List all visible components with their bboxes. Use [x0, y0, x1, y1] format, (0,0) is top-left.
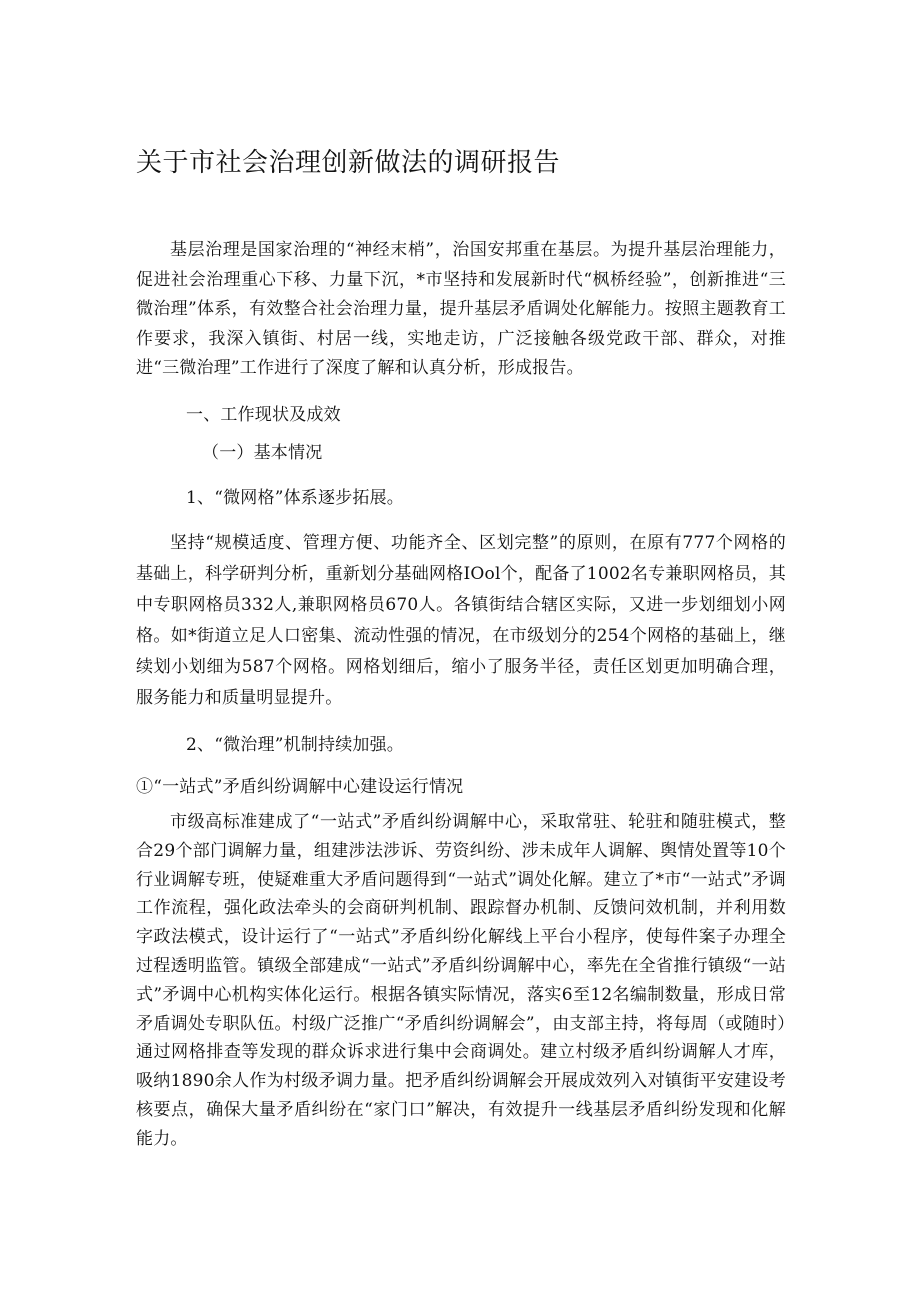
sub-item-heading: ①“一站式”矛盾纠纷调解中心建设运行情况: [136, 777, 464, 797]
item1-paragraph: 坚持“规模适度、管理方便、功能齐全、区划完整”的原则，在原有777个网格的基础上，科学研判分析，重新划分基础网格IOol个，配备了1002名专兼职网格员，其中专职网格员332人,兼职网格员670人。各镇街结合辖区实际，又进一步划细划小网格。如*街道立足人口密集、流动性强的情况，在市级划分的254个网格的基础上，继续划小划细为587个网格。网格划细后，缩小了服务半径，责任区划更加明确合理，服务能力和质量明显提升。: [136, 533, 786, 708]
section-heading-block: [136, 400, 786, 425]
section-heading: 一、工作现状及成效: [186, 405, 341, 425]
subsection-heading: （一）基本情况: [202, 443, 323, 463]
item1-heading: 1、“微网格”体系逐步拓展。: [186, 488, 404, 508]
item1-body-block: [136, 528, 786, 714]
document-title: 关于市社会治理创新做法的调研报告: [136, 148, 561, 178]
intro-block: [136, 236, 786, 384]
subsection-heading-block: [136, 438, 786, 463]
item2-heading: 2、“微治理”机制持续加强。: [186, 735, 404, 755]
item1-heading-block: [136, 483, 786, 508]
sub-item-paragraph: 市级高标准建成了“一站式”矛盾纠纷调解中心，采取常驻、轮驻和随驻模式，整合29个部门调解力量，组建涉法涉诉、劳资纠纷、涉未成年人调解、舆情处置等10个行业调解专班，使疑难重大矛盾问题得到“一站式”调处化解。建立了*市“一站式”矛调工作流程，强化政法牵头的会商研判机制、跟踪督办机制、反馈问效机制，并利用数字政法模式，设计运行了“一站式”矛盾纠纷化解线上平台小程序，使每件案子办理全过程透明监管。镇级全部建成“一站式”矛盾纠纷调解中心，率先在全省推行镇级“一站式”矛调中心机构实体化运行。根据各镇实际情况，落实6至12名编制数量，形成日常矛盾调处专职队伍。村级广泛推广“矛盾纠纷调解会”，由支部主持，将每周（或随时）通过网格排查等发现的群众诉求进行集中会商调处。建立村级矛盾纠纷调解人才库，吸纳1890余人作为村级矛调力量。把矛盾纠纷调解会开展成效列入对镇街平安建设考核要点，确保大量矛盾纠纷在“家门口”解决，有效提升一线基层矛盾纠纷发现和化解能力。: [136, 812, 786, 1149]
item2-heading-block: [136, 730, 786, 755]
sub-item-body-block: [136, 808, 786, 1154]
intro-paragraph: 基层治理是国家治理的“神经末梢”，治国安邦重在基层。为提升基层治理能力，促进社会治理重心下移、力量下沉，*市坚持和发展新时代“枫桥经验”，创新推进“三微治理”体系，有效整合社会治理力量，提升基层矛盾调处化解能力。按照主题教育工作要求，我深入镇街、村居一线，实地走访，广泛接触各级党政干部、群众，对推进“三微治理”工作进行了深度了解和认真分析，形成报告。: [136, 240, 786, 379]
sub-item-heading-block: [136, 772, 786, 797]
